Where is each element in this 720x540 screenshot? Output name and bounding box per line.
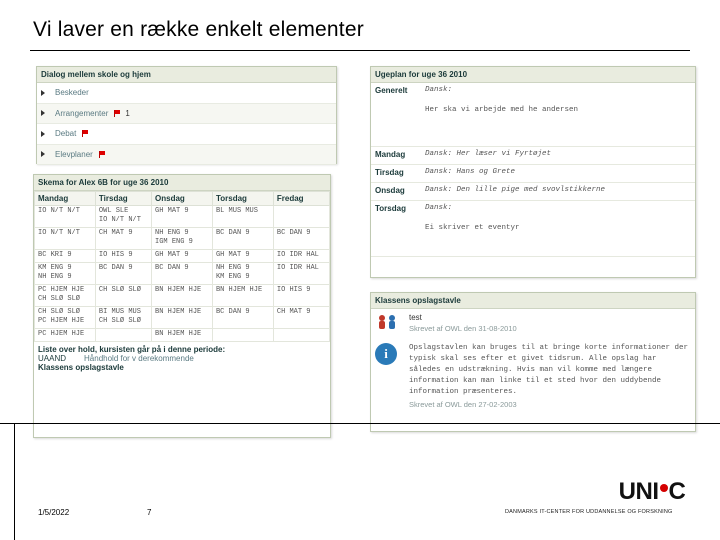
weekplan-row [371, 83, 695, 147]
lesson-entry: NH ENG 9 [215, 264, 250, 272]
schedule-cell[interactable] [152, 228, 213, 250]
schedule-cell[interactable] [35, 329, 96, 342]
triangle-bullet-icon [41, 151, 45, 157]
lesson-entry: CH SLØ SLØ [98, 317, 141, 325]
schedule-cell[interactable] [95, 285, 151, 307]
board-post[interactable] [371, 339, 695, 413]
footer-divider [0, 423, 720, 424]
weekplan-line: Dansk: Hans og Grete [425, 168, 516, 176]
lesson-entry: BN HJEM HJE [155, 330, 202, 338]
dialog-item-label[interactable]: Debat [55, 129, 77, 139]
slide-date: 1/5/2022 [38, 508, 70, 517]
schedule-day-header: Mandag [35, 192, 96, 206]
schedule-cell[interactable] [35, 285, 96, 307]
weekplan-day: Torsdag [375, 204, 406, 213]
lesson-entry: CH MAT 9 [276, 308, 311, 316]
weekplan-panel [370, 66, 696, 278]
lesson-entry: BN HJEM HJE [155, 308, 202, 316]
schedule-row [35, 206, 330, 228]
lesson-entry: PC HJEM HJE [38, 317, 85, 325]
lesson-entry: CH SLØ SLØ [98, 286, 141, 294]
schedule-cell[interactable] [212, 307, 273, 329]
dialog-item-label[interactable]: Arrangementer [55, 108, 109, 118]
schedule-cell[interactable] [212, 285, 273, 307]
schedule-cell[interactable] [152, 263, 213, 285]
weekplan-panel-title: Ugeplan for uge 36 2010 [371, 67, 695, 83]
weekplan-day: Tirsdag [375, 168, 404, 177]
dialog-panel-title: Dialog mellem skole og hjem [37, 67, 336, 83]
lesson-entry: GH MAT 9 [155, 251, 189, 259]
info-icon: i [375, 343, 399, 409]
lesson-entry: IGM ENG 9 [155, 238, 193, 246]
dialog-item[interactable] [37, 145, 336, 166]
lesson-entry: NH ENG 9 [38, 273, 72, 281]
dialog-item[interactable] [37, 124, 336, 145]
weekplan-line: Dansk: [425, 86, 453, 94]
weekplan-line: Dansk: Her læser vi Fyrtøjet [425, 150, 552, 158]
lesson-entry: BC DAN 9 [98, 264, 133, 272]
weekplan-text [421, 147, 695, 164]
logo-text-right: C [668, 478, 686, 505]
lesson-entry: BL MUS MUS [215, 207, 258, 215]
red-flag-icon [99, 151, 105, 158]
schedule-cell[interactable] [273, 228, 329, 250]
weekplan-row [371, 201, 695, 257]
schedule-cell[interactable] [35, 307, 96, 329]
board-panel-title: Klassens opslagstavle [371, 293, 695, 309]
schedule-cell[interactable] [95, 228, 151, 250]
schedule-cell[interactable] [35, 228, 96, 250]
schedule-row [35, 285, 330, 307]
lesson-entry: OWL SLE [98, 207, 129, 215]
lesson-entry: PC HJEM HJE [38, 286, 85, 294]
board-post[interactable] [371, 309, 695, 339]
schedule-cell[interactable] [212, 250, 273, 263]
lesson-entry: IO HIS 9 [276, 286, 311, 294]
triangle-bullet-icon [41, 110, 45, 116]
team-name[interactable]: Håndhold for v derekommende [84, 354, 194, 363]
schedule-cell[interactable] [152, 285, 213, 307]
dialog-item[interactable] [37, 83, 336, 104]
red-flag-icon [82, 130, 88, 137]
lesson-entry: KM ENG 9 [38, 264, 72, 272]
schedule-cell[interactable] [152, 329, 213, 342]
post-meta: Skrevet af OWL den 31-08-2010 [409, 324, 517, 333]
schedule-panel [33, 174, 331, 438]
weekplan-row [371, 165, 695, 183]
weekplan-day: Mandag [375, 150, 406, 159]
schedule-cell[interactable] [35, 206, 96, 228]
weekplan-text [421, 83, 695, 146]
weekplan-text [421, 165, 695, 182]
schedule-cell[interactable] [95, 263, 151, 285]
schedule-day-header: Fredag [273, 192, 329, 206]
weekplan-day: Onsdag [375, 186, 405, 195]
lesson-entry: BC DAN 9 [215, 229, 250, 237]
schedule-cell[interactable] [212, 228, 273, 250]
weekplan-list [371, 83, 695, 257]
dialog-panel [36, 66, 337, 164]
schedule-cell[interactable] [212, 263, 273, 285]
schedule-row [35, 263, 330, 285]
schedule-panel-title: Skema for Alex 6B for uge 36 2010 [34, 175, 330, 191]
lesson-entry: BN HJEM HJE [155, 286, 202, 294]
post-text: Opslagstavlen kan bruges til at bringe korte informationer der typisk skal ses efter et givet tidsrum. Alle opslag har således en udstrækning. Hvis man vil komme med længere information kan man linke til et sted hvor den uddybende information præsenteres. [409, 344, 689, 396]
footer-left-divider [14, 423, 15, 540]
lesson-entry: GH MAT 9 [155, 207, 189, 215]
logo-dot [660, 484, 668, 492]
weekplan-line: Her ska vi arbejde med he andersen [425, 106, 579, 114]
schedule-day-header: Onsdag [152, 192, 213, 206]
lesson-entry: IO IDR HAL [276, 251, 319, 259]
weekplan-row [371, 183, 695, 201]
schedule-cell[interactable] [273, 307, 329, 329]
people-icon [375, 313, 399, 335]
schedule-cell[interactable] [35, 263, 96, 285]
schedule-cell[interactable] [212, 329, 273, 342]
weekplan-line [425, 214, 691, 224]
dialog-item-label[interactable]: Beskeder [55, 88, 89, 98]
weekplan-line [425, 96, 691, 106]
schedule-cell[interactable] [152, 206, 213, 228]
lesson-entry: IO IDR HAL [276, 264, 319, 272]
schedule-cell[interactable] [273, 285, 329, 307]
lesson-entry: BC DAN 9 [215, 308, 250, 316]
schedule-cell[interactable] [273, 250, 329, 263]
logo-subtitle: DANMARKS IT-CENTER FOR UDDANNELSE OG FORSKNING [505, 509, 673, 515]
triangle-bullet-icon [41, 90, 45, 96]
weekplan-line: Dansk: [425, 204, 453, 212]
schedule-row [35, 329, 330, 342]
schedule-cell[interactable] [273, 206, 329, 228]
lesson-entry: CH SLØ SLØ [38, 308, 81, 316]
team-code: UAAND [38, 354, 67, 363]
dialog-item-label[interactable]: Elevplaner [55, 149, 93, 159]
lesson-entry: BI MUS MUS [98, 308, 141, 316]
dialog-item[interactable] [37, 104, 336, 125]
schedule-cell[interactable] [273, 329, 329, 342]
weekplan-day: Generelt [375, 86, 408, 95]
lesson-entry: BN HJEM HJE [215, 286, 263, 294]
schedule-cell[interactable] [212, 206, 273, 228]
title-divider [30, 50, 690, 51]
schedule-cell[interactable] [95, 250, 151, 263]
lesson-entry: IO N/T N/T [38, 207, 81, 215]
schedule-row [35, 228, 330, 250]
weekplan-line: Dansk: Den lille pige med svovlstikkerne [425, 186, 606, 194]
lesson-entry: CH SLØ SLØ [38, 295, 81, 303]
lesson-entry: PC HJEM HJE [38, 330, 85, 338]
red-flag-icon [114, 110, 120, 117]
triangle-bullet-icon [41, 131, 45, 137]
schedule-cell[interactable] [95, 307, 151, 329]
board-link[interactable]: Klassens opslagstavle [38, 363, 124, 372]
schedule-footer [34, 342, 330, 372]
lesson-entry: NH ENG 9 [155, 229, 189, 237]
slide-page-number: 7 [147, 508, 152, 517]
weekplan-row [371, 147, 695, 165]
lesson-entry: CH MAT 9 [98, 229, 133, 237]
schedule-cell[interactable] [273, 263, 329, 285]
lesson-entry: IO HIS 9 [98, 251, 133, 259]
schedule-table [34, 191, 330, 342]
lesson-entry: IO N/T N/T [98, 216, 141, 224]
schedule-cell[interactable] [95, 329, 151, 342]
team-row [38, 354, 326, 363]
schedule-cell[interactable] [35, 250, 96, 263]
lesson-entry: BC DAN 9 [155, 264, 189, 272]
schedule-cell[interactable] [152, 250, 213, 263]
lesson-entry: BC KRI 9 [38, 251, 72, 259]
board-panel [370, 292, 696, 432]
schedule-row [35, 250, 330, 263]
lesson-entry: GH MAT 9 [215, 251, 250, 259]
schedule-day-header: Tirsdag [95, 192, 151, 206]
post-title[interactable]: test [409, 313, 422, 322]
schedule-row [35, 307, 330, 329]
lesson-entry: IO N/T N/T [38, 229, 81, 237]
team-list-heading: Liste over hold, kursisten går på i denne periode: [38, 345, 226, 354]
lesson-entry: BC DAN 9 [276, 229, 311, 237]
weekplan-text [421, 183, 695, 200]
schedule-cell[interactable] [95, 206, 151, 228]
weekplan-line: Ei skriver et eventyr [425, 224, 520, 232]
logo-text-left: UNI [618, 478, 659, 505]
schedule-cell[interactable] [152, 307, 213, 329]
dialog-list [37, 83, 336, 165]
slide-title: Vi laver en række enkelt elementer [33, 18, 364, 41]
lesson-entry: KM ENG 9 [215, 273, 250, 281]
weekplan-text [421, 201, 695, 256]
post-meta: Skrevet af OWL den 27-02-2003 [409, 400, 517, 409]
schedule-day-header: Torsdag [212, 192, 273, 206]
dialog-item-count: 1 [125, 108, 130, 118]
